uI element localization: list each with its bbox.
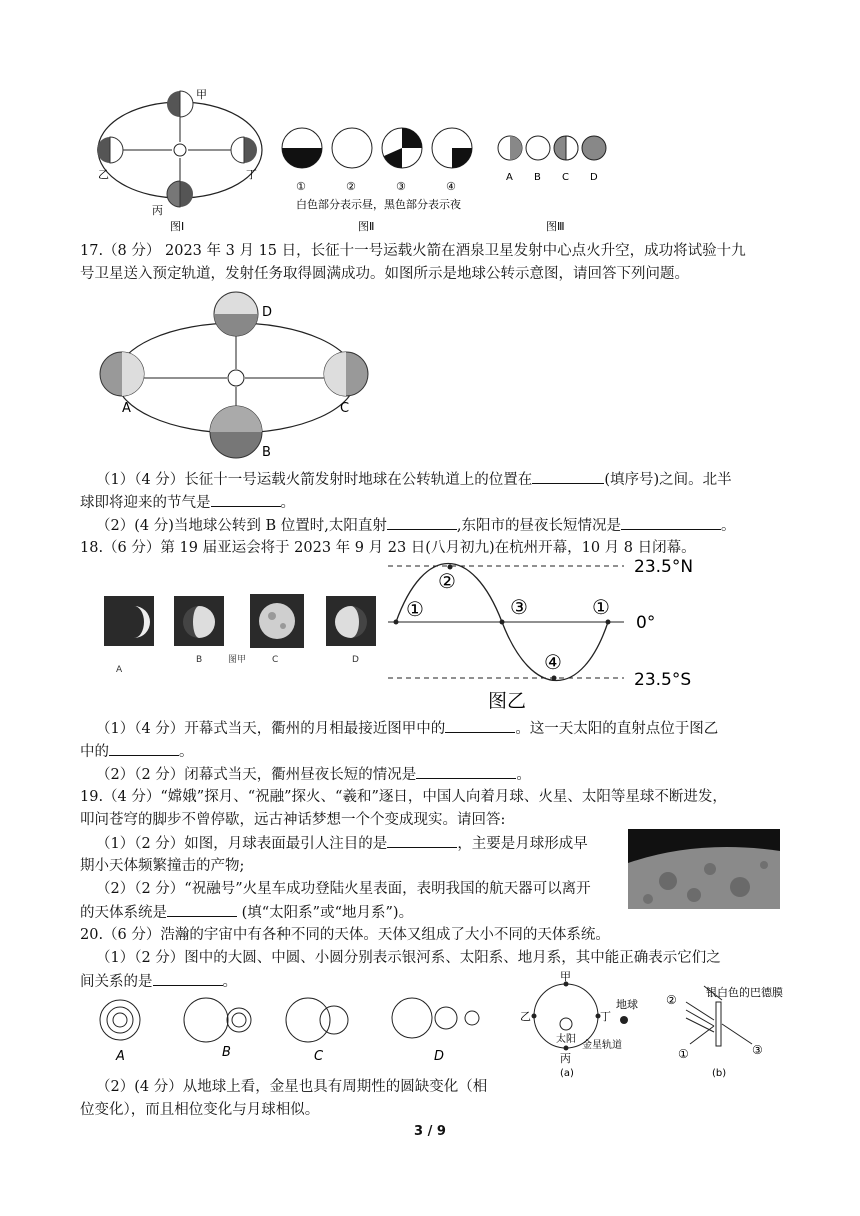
orbit-label-b: B [262,445,271,460]
film-label-1: ① [678,1047,689,1061]
decl-point-1: ① [406,597,424,621]
fig2-item-1: ① [296,180,306,193]
fig3-item-d: D [590,172,598,183]
q19-blank-surface-feature[interactable] [387,833,457,848]
orbit-label-d: D [262,305,273,320]
venus-label-jia: 甲 [560,970,571,983]
fig3-item-a: A [506,172,513,183]
fig2-item-4: ④ [446,180,456,193]
q18-part1-line2: 中的 。 [80,741,194,762]
fig2-caption: 图Ⅱ [358,220,375,232]
fig1-label-ding: 丁 [246,168,257,181]
q20-part1-line1: （1）（2 分）图中的大圆、中圆、小圆分别表示银河系、太阳系、地月系，其中能正确表示它们之 [96,950,721,966]
q19-blank-celestial-system[interactable] [167,902,237,917]
q19-part2-line2: 的天体系统是 (填“太阳系”或“地月系”)。 [80,902,413,923]
orbit-label-c: C [340,401,350,416]
orbit-label-a: A [122,401,131,416]
q18-blank-moon-phase[interactable] [445,718,515,733]
moon-label-a: A [116,665,123,675]
label-23-5n: 23.5°N [634,557,694,577]
fig1-label-bing: 丙 [152,204,163,217]
q17-part2: （2）(4 分)当地球公转到 B 位置时,太阳直射 ,东阳市的昼夜长短情况是 。 [96,515,735,536]
fig2-item-2: ② [346,180,356,193]
solar-declination-chart [384,554,714,714]
q20-blank-option[interactable] [153,971,223,986]
label-23-5s: 23.5°S [634,670,692,690]
sun-label: 太阳 [556,1034,576,1045]
fig1-caption: 图Ⅰ [170,220,185,232]
figure-3-phases [498,136,606,160]
fig2-note: 白色部分表示昼，黑色部分表示夜 [296,198,461,211]
fig3-caption: 图Ⅲ [546,220,565,232]
q20-part2-line1: （2）(4 分）从地球上看，金星也具有周期性的圆缺变化（相 [96,1079,488,1095]
venus-orbit-diagram [516,970,656,1080]
venus-label-yi: 乙 [520,1010,531,1023]
moon-label-jia: 图甲 [228,655,247,665]
page-number: 3 / 9 [414,1124,446,1139]
orbit-label: 金星轨道 [582,1040,622,1051]
decl-point-3: ③ [510,595,528,619]
moon-surface-photo [628,829,780,909]
film-label: 银白色的巴德膜 [706,986,783,999]
fig3-item-b: B [534,172,541,183]
q18-blank-day-night[interactable] [416,764,516,779]
fig1-label-yi: 乙 [98,168,109,181]
label-0: 0° [636,613,656,633]
decl-point-2: ② [438,569,456,593]
q19-part1-line1: （1）（2 分）如图，月球表面最引人注目的是 ，主要是月球形成早 [96,833,588,854]
q17-part1-line1: （1）（4 分）长征十一号运载火箭发射时地球在公转轨道上的位置在 (填序号)之间。北半 [96,469,732,490]
q17-blank-day-night[interactable] [621,515,721,530]
figure-2-circles [282,128,472,168]
venus-label-bing: 丙 [560,1052,571,1065]
moon-label-c: C [272,655,279,665]
q17-part1-line2: 球即将迎来的节气是 。 [80,492,295,513]
q20-part2-line2: 位变化），而且相位变化与月球相似。 [80,1102,320,1118]
fig3-item-c: C [562,172,569,183]
film-label-3: ③ [752,1043,763,1057]
fig1-label-jia: 甲 [196,88,207,101]
fig-b-caption: (b) [712,1068,727,1079]
q17-blank-solar-term[interactable] [211,492,281,507]
figure-1-orbit [97,91,262,207]
fig2-item-3: ③ [396,180,406,193]
q19-intro-1: 19.（4 分）“嫦娥”探月、“祝融”探火、“羲和”逐日，中国人向着月球、火星、太阳等星球不断进发， [80,789,727,805]
q19-intro-2: 叩问苍穹的脚步不曾停歇，远古神话梦想一个个变成现实。请回答: [80,812,506,828]
moon-phase-photos [104,592,380,682]
q18-part2: （2）（2 分）闭幕式当天，衢州昼夜长短的情况是 。 [96,764,531,785]
q17-intro-1: 17.（8 分） 2023 年 3 月 15 日，长征十一号运载火箭在酒泉卫星发射中心点火升空，成功将试验十九 [80,243,746,259]
q17-intro-2: 号卫星送入预定轨道，发射任务取得圆满成功。如图所示是地球公转示意图，请回答下列问题。 [80,266,689,282]
venus-label-ding: 丁 [600,1010,611,1023]
q18-intro: 18.（6 分）第 19 届亚运会将于 2023 年 9 月 23 日(八月初九)在杭州开幕，10 月 8 日闭幕。 [80,540,696,556]
q19-part1-line2: 期小天体频繁撞击的产物; [80,858,245,874]
q17-earth-orbit-diagram [96,290,386,462]
decl-point-4: ④ [544,650,562,674]
q18-part1-line1: （1）（4 分）开幕式当天，衢州的月相最接近图甲中的 。这一天太阳的直射点位于图乙 [96,718,718,739]
earth-label: 地球 [616,998,638,1011]
moon-label-d: D [352,655,359,665]
film-label-2: ② [666,993,677,1007]
fig-a-caption: (a) [560,1068,574,1079]
decl-point-1b: ① [592,595,610,619]
nested-circle-options [96,994,516,1066]
q18-blank-direct-point[interactable] [109,741,179,756]
moon-label-b: B [196,655,203,665]
q17-blank-position[interactable] [532,469,604,484]
q20-part1-line2: 间关系的是 。 [80,971,237,992]
option-c: C [314,1049,324,1064]
option-a: A [116,1049,125,1064]
chart-caption: 图乙 [488,690,527,712]
option-d: D [434,1049,445,1064]
option-b: B [222,1045,231,1060]
q19-part2-line1: （2）（2 分）“祝融号”火星车成功登陆火星表面，表明我国的航天器可以离开 [96,881,591,897]
top-figure-strip [96,82,616,232]
baader-film-diagram [664,982,814,1082]
q20-intro: 20.（6 分）浩瀚的宇宙中有各种不同的天体。天体又组成了大小不同的天体系统。 [80,927,610,943]
q17-blank-direct-point[interactable] [387,515,457,530]
